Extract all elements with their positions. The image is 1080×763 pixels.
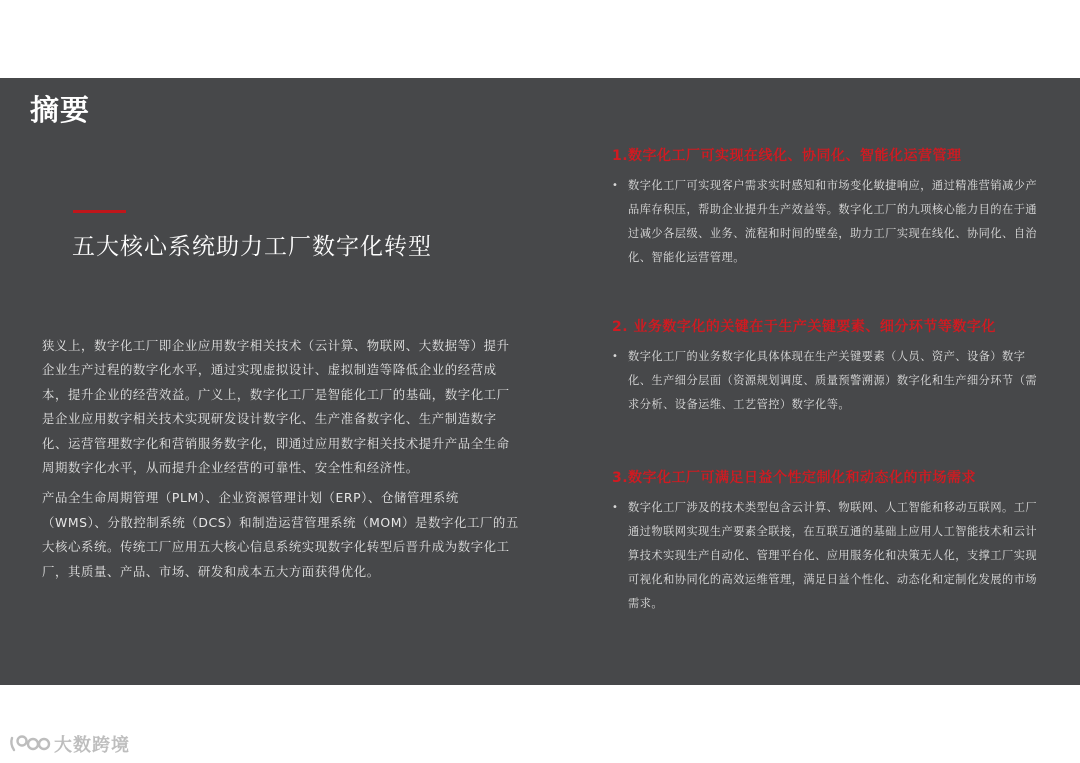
summary-paragraph: 狭义上，数字化工厂即企业应用数字相关技术（云计算、物联网、大数据等）提升企业生产过程的数字化水平，通过实现虚拟设计、虚拟制造等降低企业的经营成本，提升企业的经营效益。广义上，数字化工厂是智能化工厂的基础，数字化工厂是企业应用数字相关技术实现研发设计数字化、生产准备数字化、生产制造数字化、运营管理数字化和营销服务数字化，即通过应用数字相关技术提升产品全生命周期数字化水平，从而提升企业经营的可靠性、安全性和经济性。 (42, 338, 510, 476)
slide-panel (0, 78, 1080, 685)
summary-paragraph: 产品全生命周期管理（PLM）、企业资源管理计划（ERP）、仓储管理系统（WMS）、分散控制系统（DCS）和制造运营管理系统（MOM）是数字化工厂的五大核心系统。传统工厂应用五大核心信息系统实现数字化转型后晋升成为数字化工厂，其质量、产品、市场、研发和成本五大方面获得优化。 (42, 490, 519, 579)
section-heading: 3.数字化工厂可满足日益个性定制化和动态化的市场需求 (612, 470, 977, 486)
slide-subtitle: 五大核心系统助力工厂数字化转型 (72, 234, 432, 260)
brand-logo-icon (8, 732, 52, 756)
bullet-text: 数字化工厂可实现客户需求实时感知和市场变化敏捷响应，通过精准营销减少产品库存积压，帮助企业提升生产效益等。数字化工厂的九项核心能力目的在于通过减少各层级、业务、流程和时间的壁垒，助力工厂实现在线化、协同化、自治化、智能化运营管理。 (628, 179, 1038, 264)
accent-line (73, 210, 126, 213)
bullet-icon: • (612, 180, 618, 191)
bullet-text: 数字化工厂涉及的技术类型包含云计算、物联网、人工智能和移动互联网。工厂通过物联网实现生产要素全联接，在互联互通的基础上应用人工智能技术和云计算技术实现生产自动化、管理平台化、应用服务化和决策无人化，支撑工厂实现可视化和协同化的高效运维管理，满足日益个性化、动态化和定制化发展的市场需求。 (628, 501, 1038, 610)
section-1 (612, 145, 1052, 270)
section-heading: 1.数字化工厂可实现在线化、协同化、智能化运营管理 (612, 148, 962, 164)
watermark-text: 大数跨境 (54, 735, 130, 756)
bullet-item (612, 174, 1052, 270)
section-heading: 2. 业务数字化的关键在于生产关键要素、细分环节等数字化 (612, 319, 996, 335)
slide-title: 摘要 (30, 93, 91, 127)
watermark (8, 731, 130, 757)
section-2 (612, 316, 1052, 417)
bullet-text: 数字化工厂的业务数字化具体体现在生产关键要素（人员、资产、设备）数字化、生产细分层面（资源规划调度、质量预警溯源）数字化和生产细分环节（需求分析、设备运维、工艺管控）数字化等。 (628, 350, 1038, 411)
bullet-icon: • (612, 502, 618, 513)
bullet-icon: • (612, 351, 618, 362)
section-3 (612, 467, 1052, 616)
bullet-item (612, 345, 1052, 417)
summary-text (42, 334, 520, 590)
bullet-item (612, 496, 1052, 616)
